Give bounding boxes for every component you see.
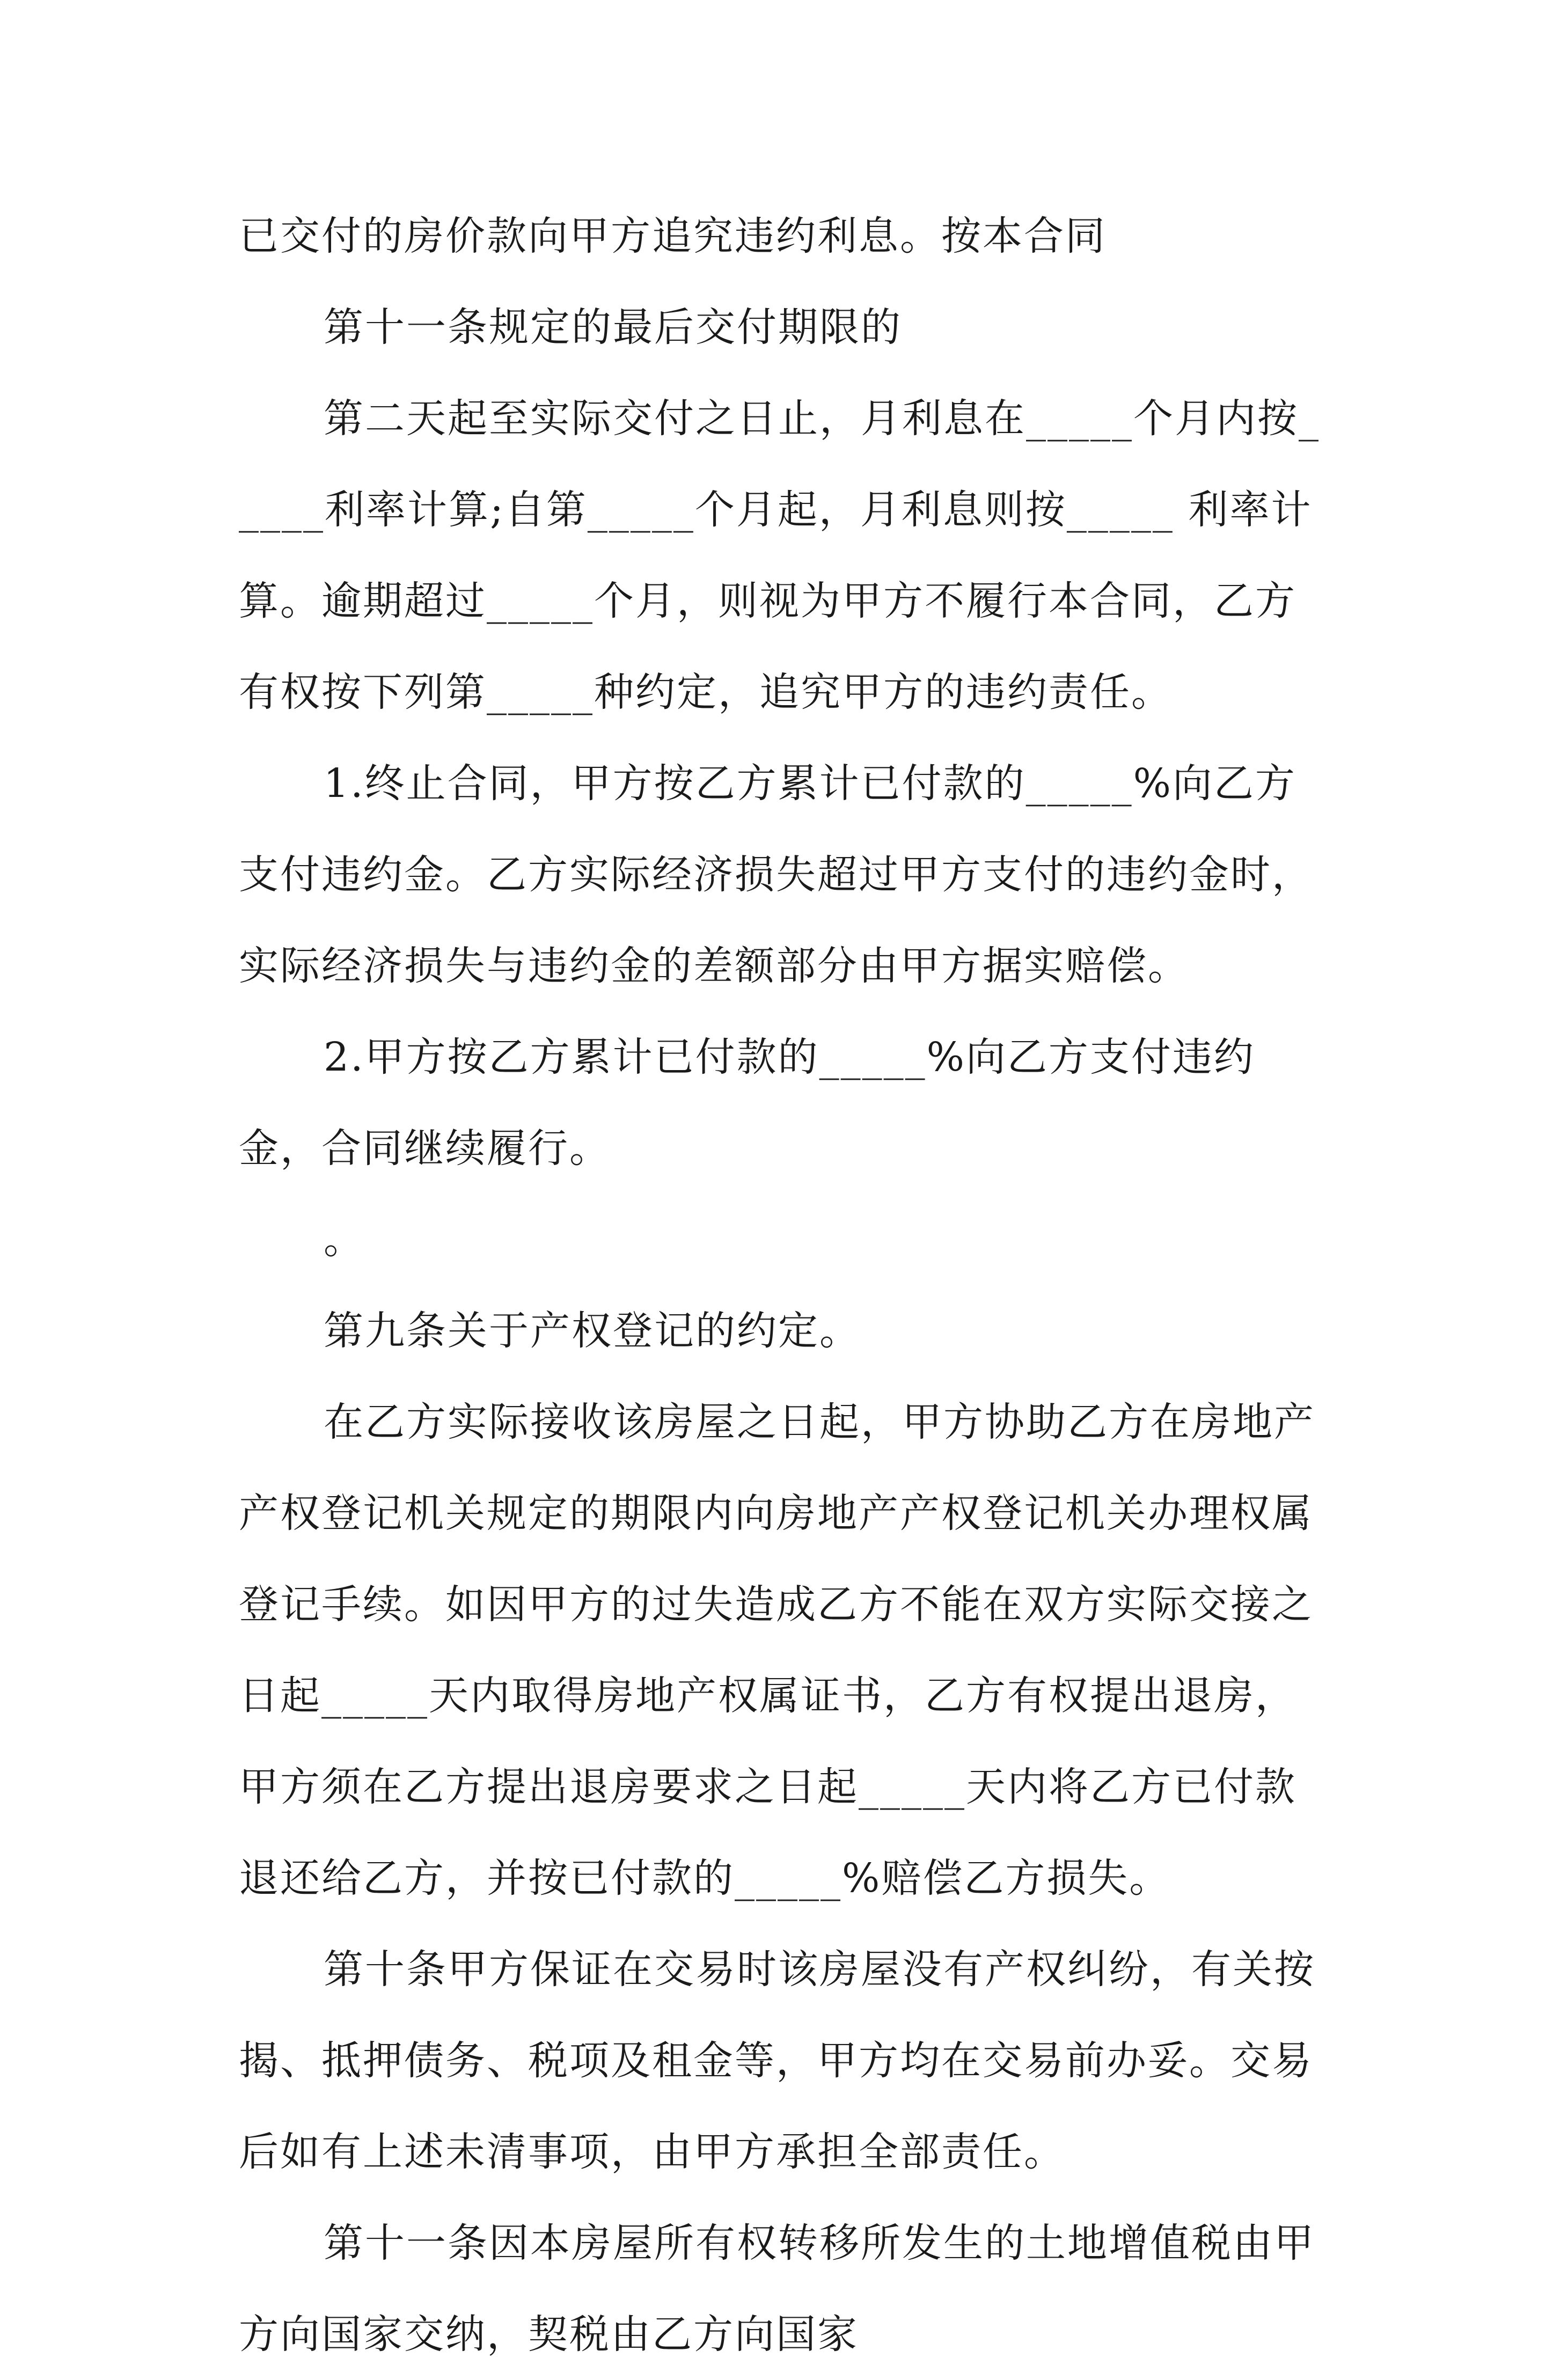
paragraph-article-10: 第十条甲方保证在交易时该房屋没有产权纠纷，有关按揭、抵押债务、税项及租金等，甲方均在交易前办妥。交易后如有上述未清事项，由甲方承担全部责任。 <box>239 1946 1315 2175</box>
paragraph-option-1: 1.终止合同，甲方按乙方累计已付款的_____%向乙方支付违约金。乙方实际经济损失超过甲方支付的违约金时，实际经济损失与违约金的差额部分由甲方据实赔偿。 <box>239 760 1313 989</box>
paragraph-article-9-title: 第九条关于产权登记的约定。 <box>324 1308 861 1354</box>
paragraph-article-11-tax: 第十一条因本房屋所有权转移所发生的土地增值税由甲方向国家交纳，契税由乙方向国家 <box>239 2220 1315 2357</box>
paragraph-continuation: 已交付的房价款向甲方追究违约利息。按本合同 <box>239 213 1107 259</box>
paragraph-period-mark: 。 <box>324 1217 365 1263</box>
document-body <box>239 191 1334 2380</box>
paragraph-article-11-reference: 第十一条规定的最后交付期限的 <box>324 304 902 350</box>
paragraph-title-registration: 在乙方实际接收该房屋之日起，甲方协助乙方在房地产产权登记机关规定的期限内向房地产产权登记机关办理权属登记手续。如因甲方的过失造成乙方不能在双方实际交接之日起_____天内取得房地产权属证书，乙方有权提出退房，甲方须在乙方提出退房要求之日起_____天内将乙方已付款退还给乙方，并按已付款的_____%赔偿乙方损失。 <box>239 1399 1315 1901</box>
paragraph-interest-terms: 第二天起至实际交付之日止，月利息在_____个月内按_____利率计算;自第_____个月起，月利息则按_____ 利率计算。逾期超过_____个月，则视为甲方不履行本合同，乙方有权按下列第_____种约定，追究甲方的违约责任。 <box>239 396 1320 715</box>
paragraph-option-2: 2.甲方按乙方累计已付款的_____%向乙方支付违约金，合同继续履行。 <box>239 1034 1255 1171</box>
